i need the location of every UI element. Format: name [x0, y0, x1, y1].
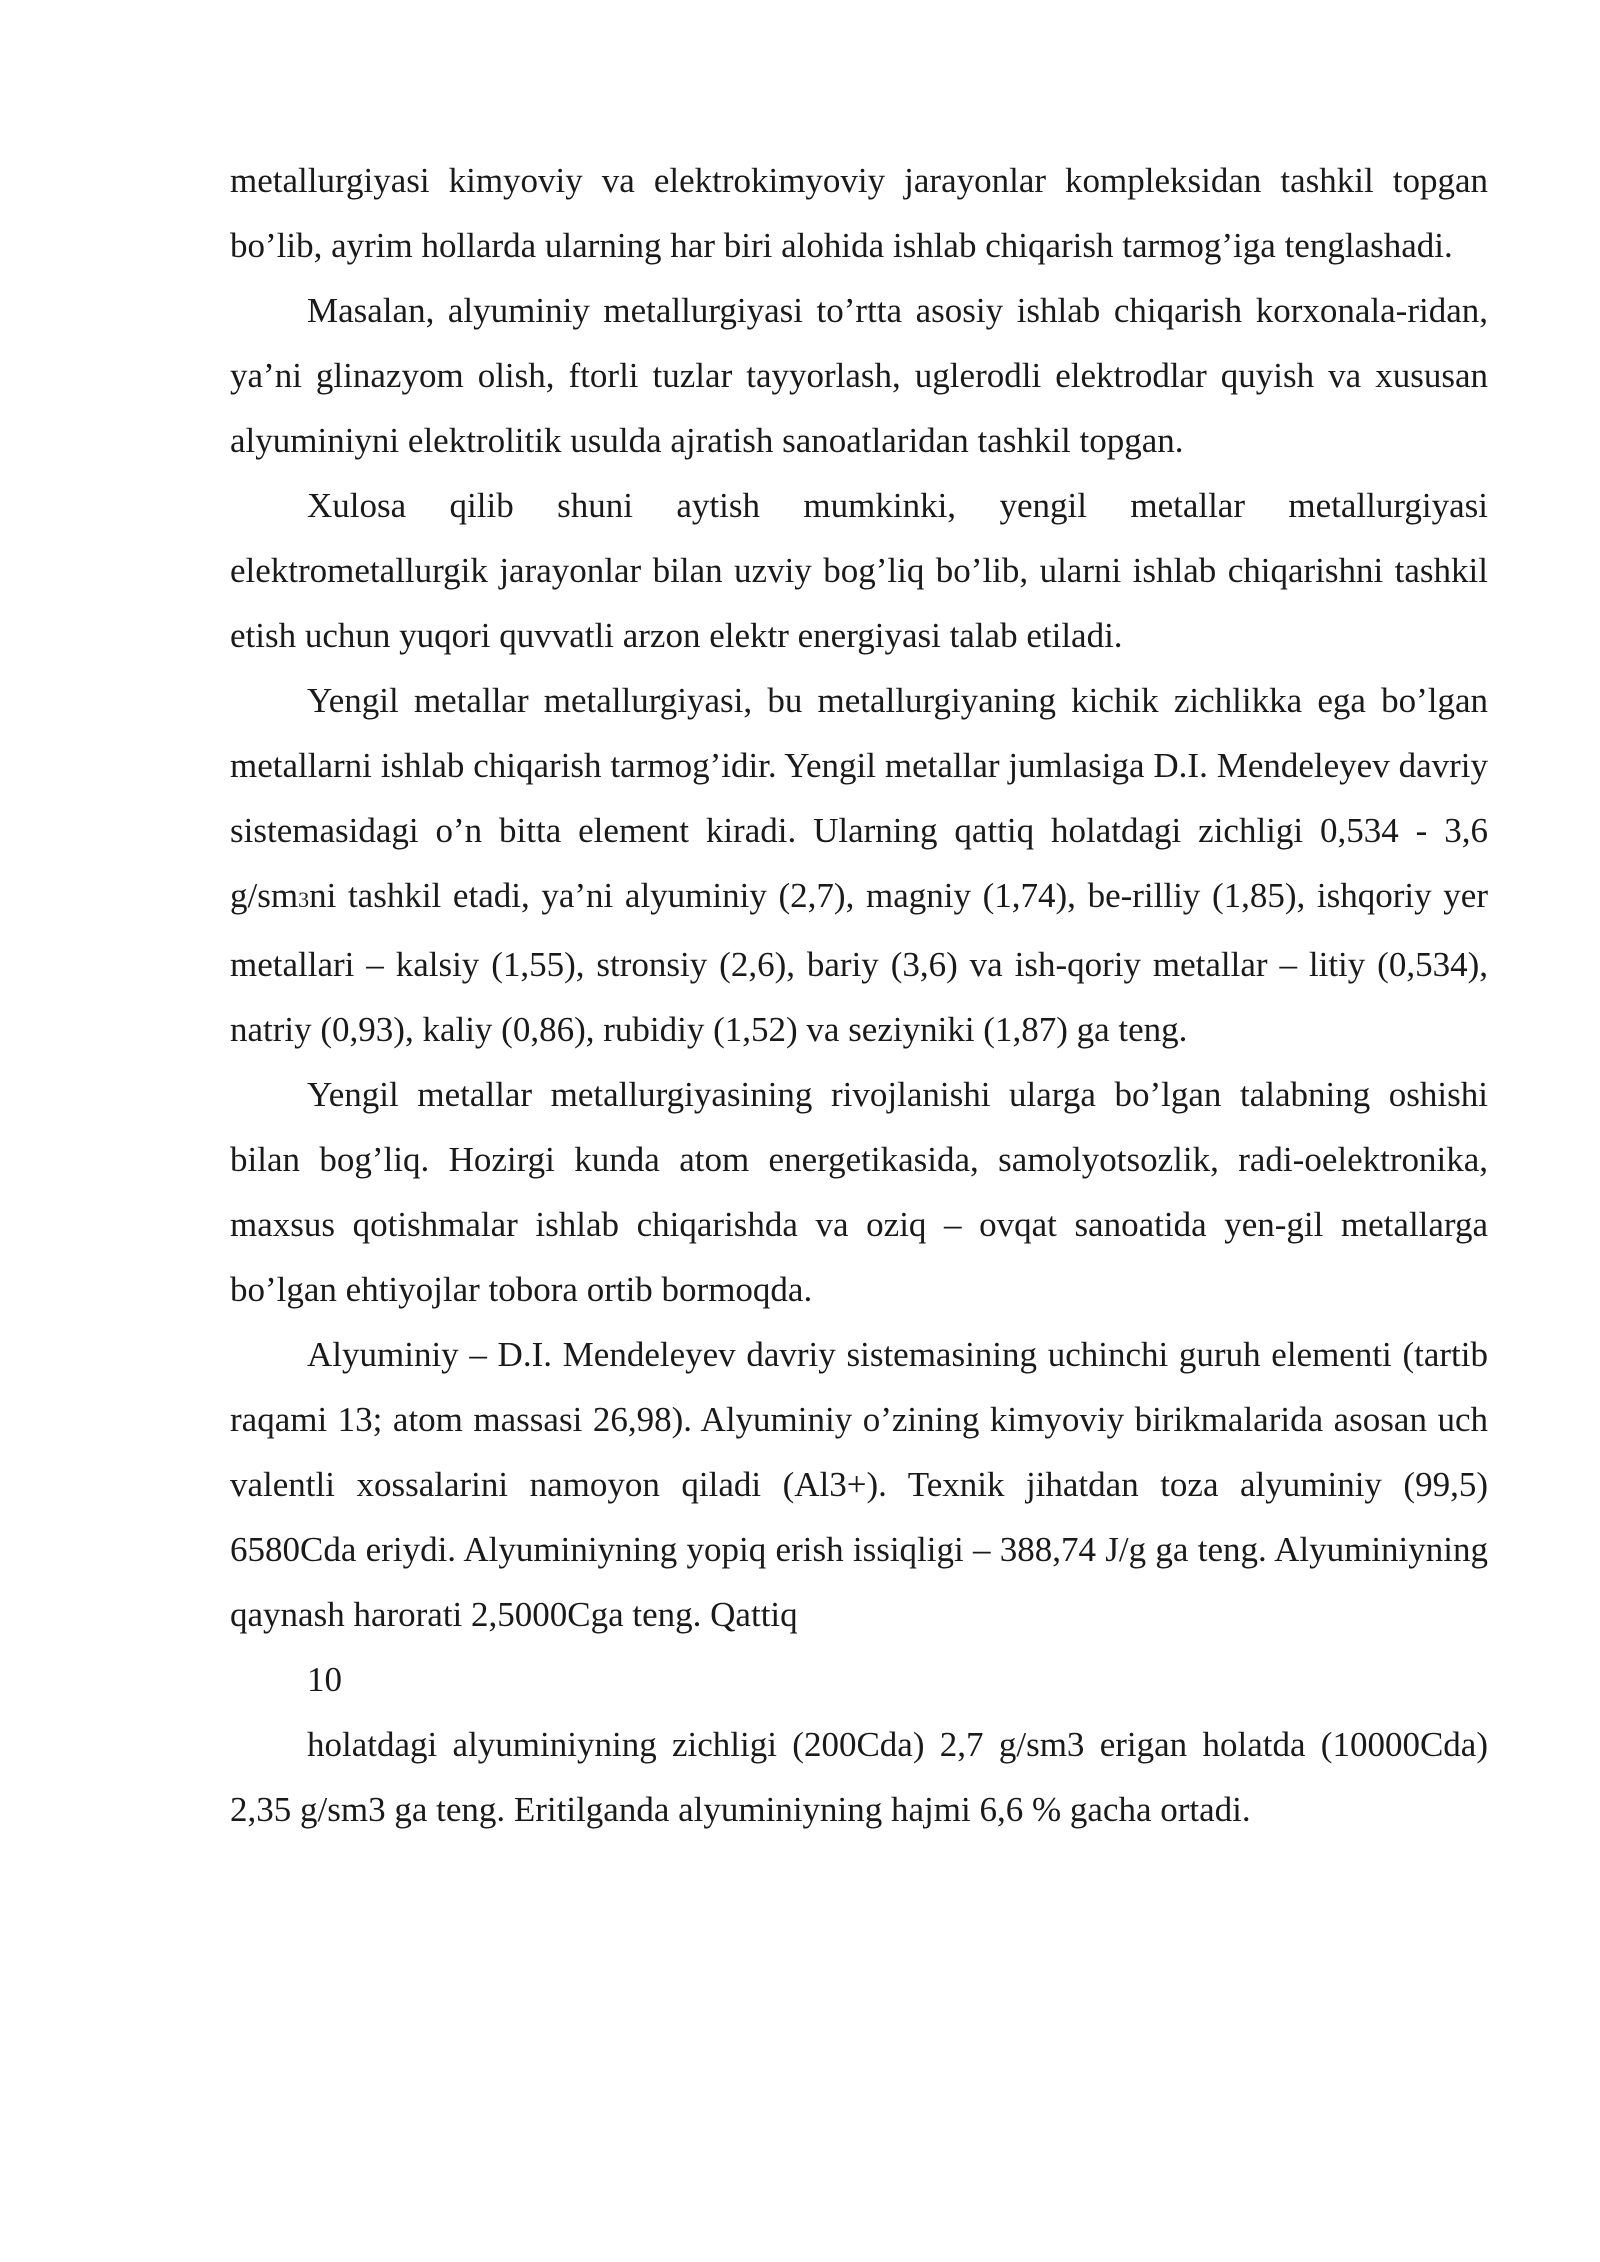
- paragraph-4-text-after: ni tashkil etadi, ya’ni alyuminiy (2,7), magniy (1,74), be-rilliy (1,85), ishqoriy yer metallari – kalsiy (1,55), stronsiy (2,6), bariy (3,6) va ish-qoriy metallar – litiy (0,534), natriy (0,93), kaliy (0,86), rubidiy (1,52) va seziyniki (1,87) ga teng.: [230, 876, 1488, 1049]
- paragraph-2: Masalan, alyuminiy metallurgiyasi to’rtta asosiy ishlab chiqarish korxonala-ridan, ya’ni glinazyom olish, ftorli tuzlar tayyorlash, uglerodli elektrodlar quyish va xususan alyuminiyni elektrolitik usulda ajratish sanoatlaridan tashkil topgan.: [230, 291, 1488, 460]
- paragraph-4: [230, 668, 1488, 1062]
- page-number: 10: [307, 1660, 342, 1699]
- paragraph-7: holatdagi alyuminiyning zichligi (200Cda) 2,7 g/sm3 erigan holatda (10000Cda) 2,35 g/sm3 ga teng. Eritilganda alyuminiyning hajmi 6,6 % gacha ortadi.: [230, 1725, 1488, 1829]
- document-page: [230, 148, 1488, 1842]
- paragraph-5: Yengil metallar metallurgiyasining rivojlanishi ularga bo’lgan talabning oshishi bilan bog’liq. Hozirgi kunda atom energetikasida, samolyotsozlik, radi-oelektronika, maxsus qotishmalar ishlab chiqarishda va oziq – ovqat sanoatida yen-gil metallarga bo’lgan ehtiyojlar tobora ortib bormoqda.: [230, 1075, 1488, 1309]
- paragraph-3: Xulosa qilib shuni aytish mumkinki, yengil metallar metallurgiyasi elektrometallurgik jarayonlar bilan uzviy bog’liq bo’lib, ularni ishlab chiqarishni tashkil etish uchun yuqori quvvatli arzon elektr energiyasi talab etiladi.: [230, 486, 1488, 655]
- paragraph-6: Alyuminiy – D.I. Mendeleyev davriy sistemasining uchinchi guruh elementi (tartib raqami 13; atom massasi 26,98). Alyuminiy o’zining kimyoviy birikmalarida asosan uch valentli xossalarini namoyon qiladi (Al3+). Texnik jihatdan toza alyuminiy (99,5) 6580Cda eriydi. Alyuminiyning yopiq erish issiqligi – 388,74 J/g ga teng. Alyuminiyning qaynash harorati 2,5000Cga teng. Qattiq: [230, 1335, 1488, 1634]
- paragraph-1: metallurgiyasi kimyoviy va elektrokimyoviy jarayonlar kompleksidan tashkil topgan bo’lib, ayrim hollarda ularning har biri alohida ishlab chiqarish tarmog’iga tenglashadi.: [230, 161, 1488, 265]
- paragraph-4-text-before: Yengil metallar metallurgiyasi, bu metallurgiyaning kichik zichlikka ega bo’lgan metallarni ishlab chiqarish tarmog’idir. Yengil metallar jumlasiga D.I. Mendeleyev davriy sistemasidagi o’n bitta element kiradi. Ularning qattiq holatdagi zichligi 0,534 - 3,6 g/sm: [230, 681, 1488, 915]
- superscript-3: 3: [298, 887, 310, 912]
